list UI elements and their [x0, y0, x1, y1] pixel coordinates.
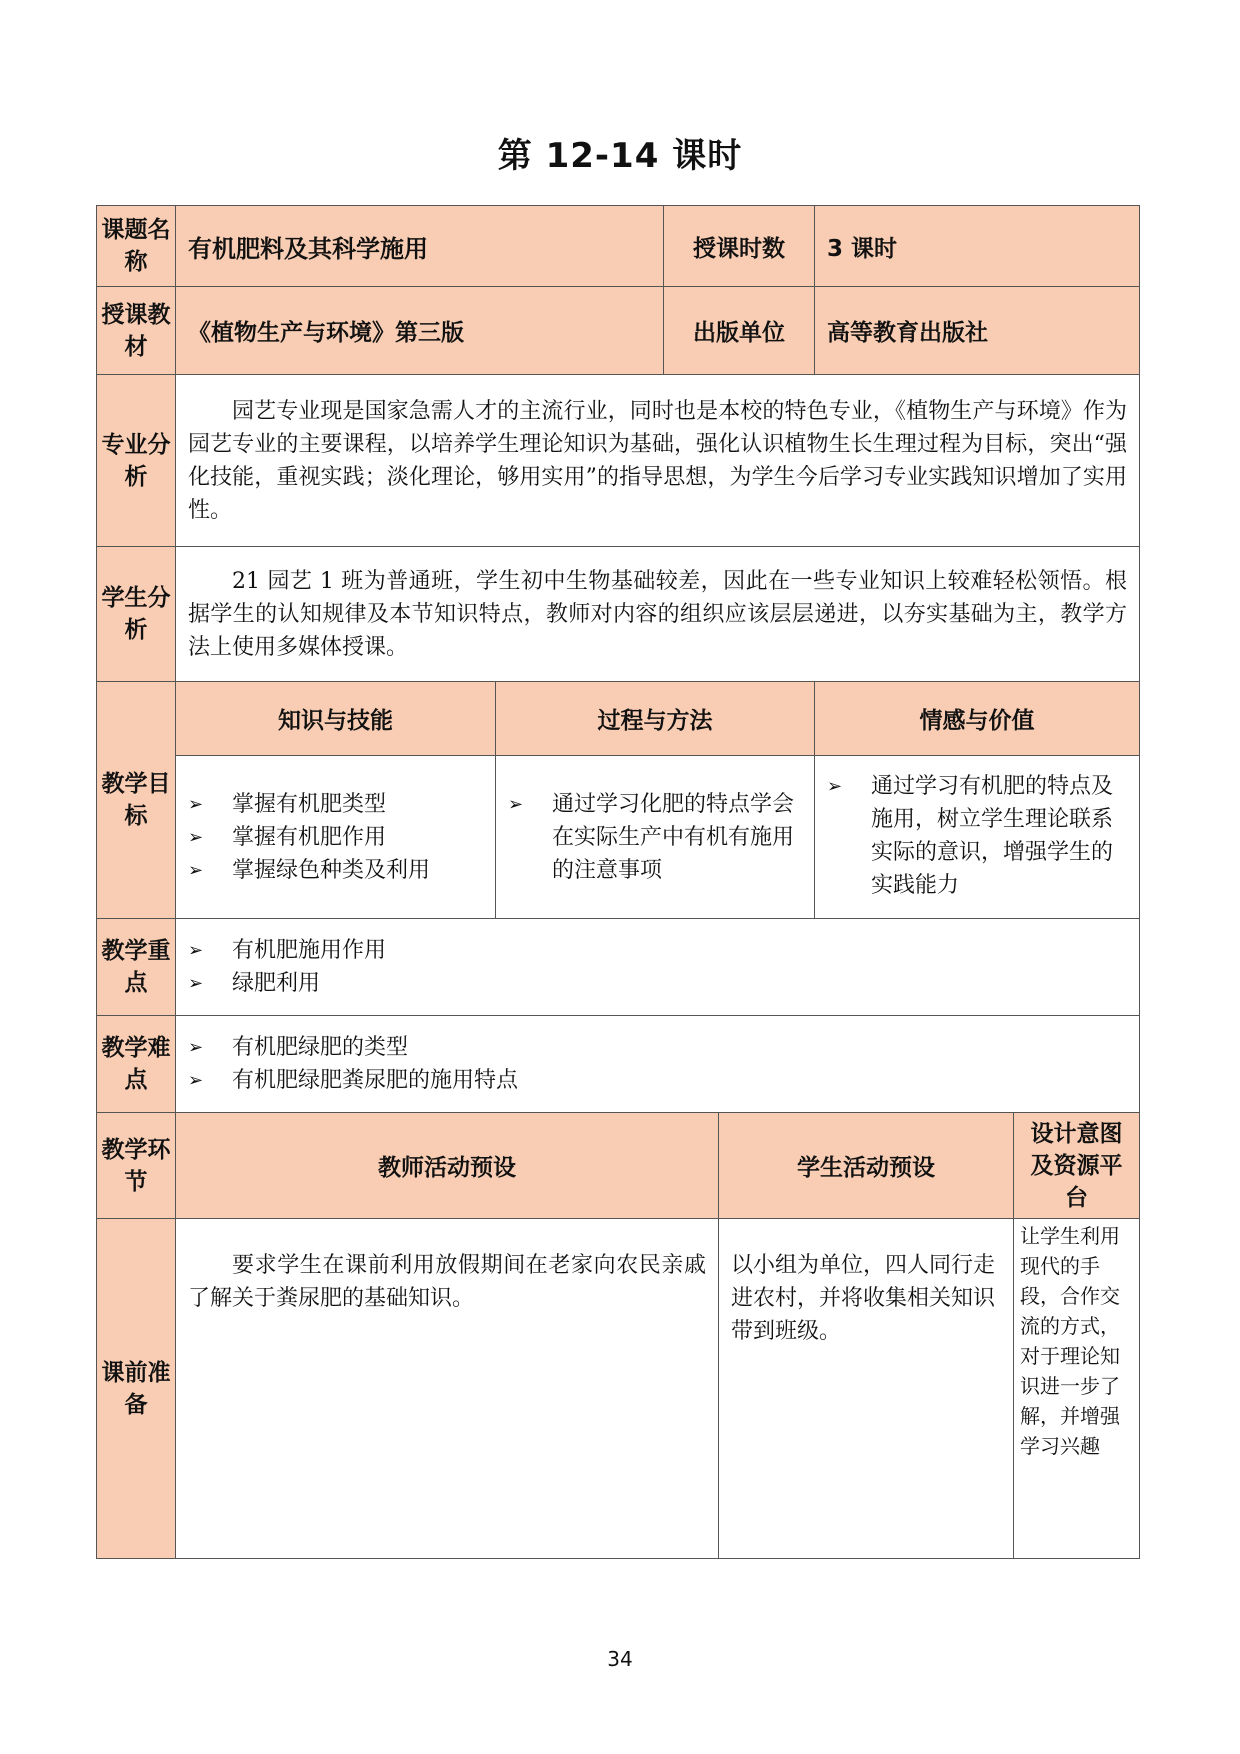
list-item: ➢ 绿肥利用	[186, 967, 1129, 1000]
difficulties-cell	[176, 1016, 1140, 1113]
key-points-label: 教学重点	[97, 919, 176, 1016]
goals-header-row	[97, 682, 1140, 756]
prep-teacher-text: 要求学生在课前利用放假期间在老家向农民亲戚了解关于粪尿肥的基础知识。	[176, 1219, 719, 1559]
prep-row	[97, 1219, 1140, 1559]
page-title: 第 12-14 课时	[497, 136, 743, 176]
hours-value: 3 课时	[815, 206, 1140, 287]
list-item: ➢ 有机肥施用作用	[186, 934, 1129, 967]
difficulties-label: 教学难点	[97, 1016, 176, 1113]
textbook-value: 《植物生产与环境》第三版	[176, 287, 664, 375]
student-activity-header: 学生活动预设	[719, 1113, 1014, 1219]
course-name-row	[97, 206, 1140, 287]
student-analysis-label: 学生分析	[97, 547, 176, 682]
hours-label: 授课时数	[664, 206, 815, 287]
prep-design-text: 让学生利用现代的手段，合作交流的方式，对于理论知识进一步了解，并增强学习兴趣	[1014, 1219, 1140, 1559]
goals-process-cell	[496, 756, 815, 919]
goals-emotion-cell	[815, 756, 1140, 919]
prep-student-text: 以小组为单位，四人同行走进农村，并将收集相关知识带到班级。	[719, 1219, 1014, 1559]
course-name-value: 有机肥料及其科学施用	[176, 206, 664, 287]
student-analysis-row	[97, 547, 1140, 682]
list-item: ➢ 掌握绿色种类及利用	[186, 854, 485, 887]
goals-header-knowledge: 知识与技能	[176, 682, 496, 756]
prep-label: 课前准备	[97, 1219, 176, 1559]
publisher-value: 高等教育出版社	[815, 287, 1140, 375]
difficulties-row	[97, 1016, 1140, 1113]
stages-label: 教学环节	[97, 1113, 176, 1219]
list-item: ➢ 通过学习有机肥的特点及施用，树立学生理论联系实际的意识，增强学生的实践能力	[825, 770, 1129, 902]
publisher-label: 出版单位	[664, 287, 815, 375]
goals-content-row	[97, 756, 1140, 919]
list-item: ➢ 掌握有机肥作用	[186, 821, 485, 854]
design-intent-header: 设计意图及资源平台	[1014, 1113, 1140, 1219]
goals-header-emotion: 情感与价值	[815, 682, 1140, 756]
key-points-cell	[176, 919, 1140, 1016]
major-analysis-text: 园艺专业现是国家急需人才的主流行业，同时也是本校的特色专业，《植物生产与环境》作为园艺专业的主要课程，以培养学生理论知识为基础，强化认识植物生长生理过程为目标，突出“强化技能，重视实践；淡化理论，够用实用”的指导思想，为学生今后学习专业实践知识增加了实用性。	[176, 375, 1140, 547]
key-points-row	[97, 919, 1140, 1016]
major-analysis-row	[97, 375, 1140, 547]
stages-header-row	[97, 1113, 1140, 1219]
list-item: ➢ 通过学习化肥的特点学会在实际生产中有机有施用的注意事项	[506, 788, 804, 887]
textbook-label: 授课教材	[97, 287, 176, 375]
list-item: ➢ 有机肥绿肥粪尿肥的施用特点	[186, 1064, 1129, 1097]
textbook-row	[97, 287, 1140, 375]
major-analysis-label: 专业分析	[97, 375, 176, 547]
list-item: ➢ 掌握有机肥类型	[186, 788, 485, 821]
goals-header-process: 过程与方法	[496, 682, 815, 756]
goals-knowledge-cell	[176, 756, 496, 919]
lesson-plan-table	[96, 205, 1140, 1559]
page-number: 34	[607, 1647, 633, 1671]
student-analysis-text: 21 园艺 1 班为普通班，学生初中生物基础较差，因此在一些专业知识上较难轻松领悟。根据学生的认知规律及本节知识特点，教师对内容的组织应该层层递进，以夯实基础为主，教学方法上使用多媒体授课。	[176, 547, 1140, 682]
goals-label: 教学目标	[97, 682, 176, 919]
list-item: ➢ 有机肥绿肥的类型	[186, 1031, 1129, 1064]
teacher-activity-header: 教师活动预设	[176, 1113, 719, 1219]
course-name-label: 课题名称	[97, 206, 176, 287]
